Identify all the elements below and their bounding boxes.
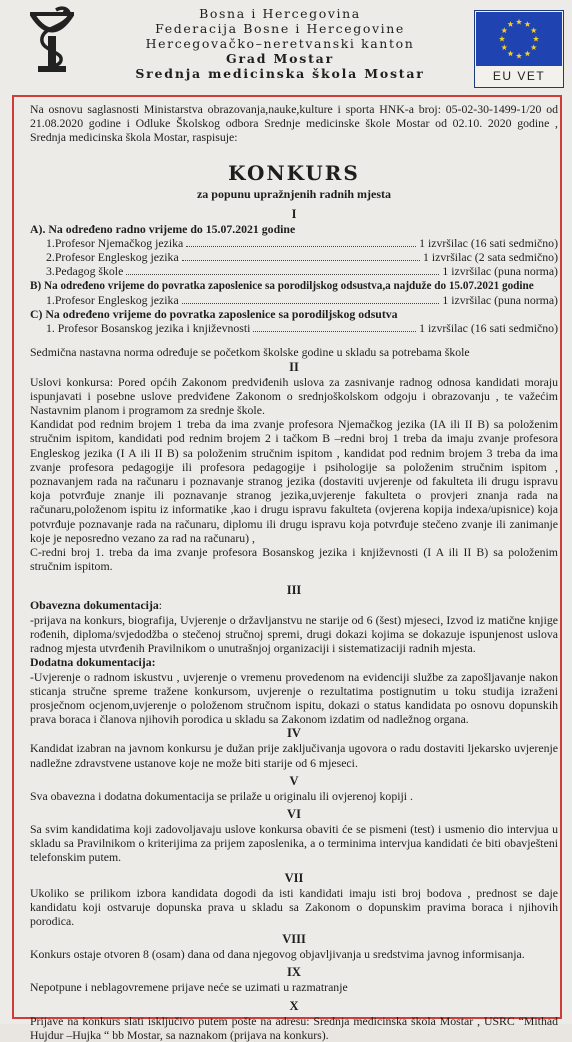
notice-subtitle: za popunu upražnjenih radnih mjesta (196, 186, 392, 201)
dot-leader (182, 250, 420, 261)
section-iv-text: Kandidat izabran na javnom konkursu je dužan prije zaključivanja ugovora o radu dostaviti ljekarsko uvjerenje nadležne zdravstvene ustanove koje ne može biti starije od 6 mjeseci. (30, 741, 558, 770)
section-number-x: X (289, 998, 299, 1013)
bowl-of-hygieia-icon (26, 6, 78, 80)
position-label: 2.Profesor Engleskog jezika (46, 250, 179, 265)
section-vii-text: Ukoliko se prilikom izbora kandidata dogodi da isti kandidati imaju isti broj bodova , prednost se daje kandidatu koji ostvaruje dopunska prava u skladu sa Zakonom o dopunskim pravima boraca i njihovih porodica. (30, 885, 558, 928)
section-number-vii: VII (284, 870, 304, 885)
dot-leader (182, 293, 440, 304)
section-vi-text: Sa svim kandidatima koji zadovoljavaju uslove konkursa obaviti će se pismeni (test) i usmenio dio intervjua u skladu sa Pravilnikom o kriterijima za prijem zaposlenika, a o terminima intervjua kandidati će biti obavješteni telefonskim putem. (30, 821, 558, 865)
eu-vet-badge (474, 10, 564, 88)
section-number-v: V (289, 773, 299, 788)
section-number-ii: II (289, 359, 299, 374)
intro-paragraph: Na osnovu saglasnosti Ministarstva obrazovanja,nauke,kulture i sporta HNK-a broj: 05-02-30-1499-1/20 od 21.08.2020 godine i Odluke Školskog odbora Srednje medicinske škole Mostar od 02.10. 2020 godine , Srednja medicinska škola Mostar, raspisuje: (30, 102, 558, 145)
position-label: 3.Pedagog škole (46, 264, 124, 279)
federation-line: Federacija Bosne i Hercegovine (155, 21, 405, 36)
canton-line: Hercegovačko–neretvanski kanton (145, 36, 415, 51)
position-row (30, 250, 558, 264)
position-row (30, 293, 558, 307)
candidate-requirements-paragraph: Kandidat pod rednim brojem 1 treba da ima zvanje profesora Njemačkog jezika (IA ili II B) sa položenim stručnim ispitom, kandidati pod rednim brojem 2 i tačkom B –redni broj 1 treba da imaju zvanje profesora Engleskog jezika (I A ili II B) sa položenim stručnim ispitom , kandidat pod rednim brojem 3 treba da ima zvanje profesora pedagogije ili profesora pedagogije i psihologije sa položenim stručnim ispitom , poznavanjem rada na računaru i poznavanje stranog jezika (dostaviti uvjerenje od fakulteta ili drugu ispravu koja potvrđuje znanje ili poznavanje stranog jezika,uvjerenje fakulteta o provjeri znanja rada na računaru,položenom ispitu iz informatike ,kao i drugu ispravu fakulteta (ovjerena kopija indexa/upisnice) koja potvrđuje poznavanje rada na računaru, diplomu ili drugu ispravu koja potvrđuje stečeno zvanje ili zanimanje koje je neposredno vezano za rad na računaru) , (30, 417, 558, 545)
position-value: 1 izvršilac (puna norma) (442, 264, 558, 279)
position-label: 1.Profesor Njemačkog jezika (46, 236, 184, 251)
section-viii-text: Konkurs ostaje otvoren 8 (osam) dana od dana njegovog objavljivanja u sredstvima javnog informisanja. (30, 947, 525, 962)
section-number-viii: VIII (282, 932, 306, 947)
candidate-c-requirements-paragraph: C-redni broj 1. treba da ima zvanje profesora Bosanskog jezika i književnosti (I A ili II B) sa položenim stručnim ispitom. (30, 545, 558, 574)
section-v-text: Sva obavezna i dodatna dokumentacija se prilaže u originalu ili ovjerenoj kopiji . (30, 788, 413, 803)
section-b-heading: B) Na određeno vrijeme do povratka zaposlenice sa porodiljskog odsustva,a najduže do 15.07.2021 godine (30, 279, 534, 292)
school-line: Srednja medicinska škola Mostar (135, 66, 425, 81)
section-number-vi: VI (287, 806, 301, 821)
issuer-block (90, 6, 470, 81)
position-value: 1 izvršilac (2 sata sedmično) (423, 250, 558, 265)
mandatory-docs-heading-line (30, 598, 558, 612)
position-label: 1.Profesor Engleskog jezika (46, 292, 179, 307)
section-number-iii: III (286, 583, 302, 598)
mandatory-docs-heading: Obavezna dokumentacija (30, 598, 159, 613)
eu-vet-label: EU VET (492, 69, 546, 83)
section-a-heading: A). Na određeno radno vrijeme do 15.07.2021 godine (30, 221, 296, 236)
additional-docs-heading: Dodatna dokumentacija: (30, 655, 156, 670)
norm-note: Sedmična nastavna norma određuje se početkom školske godine u skladu sa potrebama škole (30, 345, 470, 360)
eu-flag-icon (476, 12, 562, 66)
mandatory-docs-paragraph: -prijava na konkurs, biografija, Uvjerenje o državljanstvu ne starije od 6 (šest) mjeseci, Izvod iz matične knjige rođenih, diploma/svjedodžba o stečenoj stručnoj spremi, drugi dokazi kojima se dokazuje ispunjenost uslova radnog mjesta utvrđenih Pravilnikom o unutrašnjoj organizaciji i sistematizaciji radnih mjesta. (30, 612, 558, 656)
notice-content (30, 100, 558, 1042)
position-row (30, 264, 558, 278)
position-label: 1. Profesor Bosanskog jezika i književnosti (46, 321, 251, 336)
section-number-iv: IV (287, 726, 301, 741)
position-row (30, 321, 558, 335)
position-value: 1 izvršilac (16 sati sedmično) (419, 236, 558, 251)
section-c-heading: C) Na određeno vrijeme do povratka zaposlenice sa porodiljskog odsutva (30, 307, 398, 322)
conditions-paragraph: Uslovi konkursa: Pored općih Zakonom predviđenih uslova za zasnivanje radnog odnosa kandidati moraju ispunjavati i posebne uslove predviđene Zakonom o srednjoškolskom odgoju i obrazovanju , te važećim Nastavnim planom i programom za srednje škole. (30, 374, 558, 418)
section-ix-text: Nepotpune i neblagovremene prijave neće se uzimati u razmatranje (30, 980, 348, 995)
mandatory-docs-colon: : (158, 598, 163, 613)
additional-docs-paragraph: -Uvjerenje o radnom iskustvu , uvjerenje o vremenu provedenom na evidenciji službe za zapošljavanje nakon sticanja stručne spreme tražene konkursom, uvjerenje o rezultatima postignutim u toku studija izraženi prosječnom ocjenom,uvjerenje o položenom stručnom ispitu, dokazi o status kandidata po osnovu dopunskih prava boraca i članova njihovih porodica u skladu sa Zakonom izdatim od nadležnog organa. (30, 669, 558, 727)
position-value: 1 izvršilac (puna norma) (442, 292, 558, 307)
section-number-i: I (291, 206, 297, 221)
country-line: Bosna i Hercegovina (199, 6, 361, 21)
dot-leader (253, 321, 416, 332)
section-x-text: Prijave na konkurs slati isključivo putem pošte na adresu: Srednja medicinska škola Mostar , USRC “Mithad Hujdur –Hujka “ bb Mostar, sa naznakom (prijava na konkurs). (30, 1013, 558, 1042)
position-value: 1 izvršilac (16 sati sedmično) (419, 321, 558, 336)
city-line: Grad Mostar (226, 51, 334, 66)
document-header (0, 0, 572, 92)
dot-leader (186, 236, 416, 247)
notice-title: KONKURS (228, 160, 360, 185)
section-number-ix: IX (287, 965, 301, 980)
position-row (30, 236, 558, 250)
dot-leader (126, 264, 439, 275)
